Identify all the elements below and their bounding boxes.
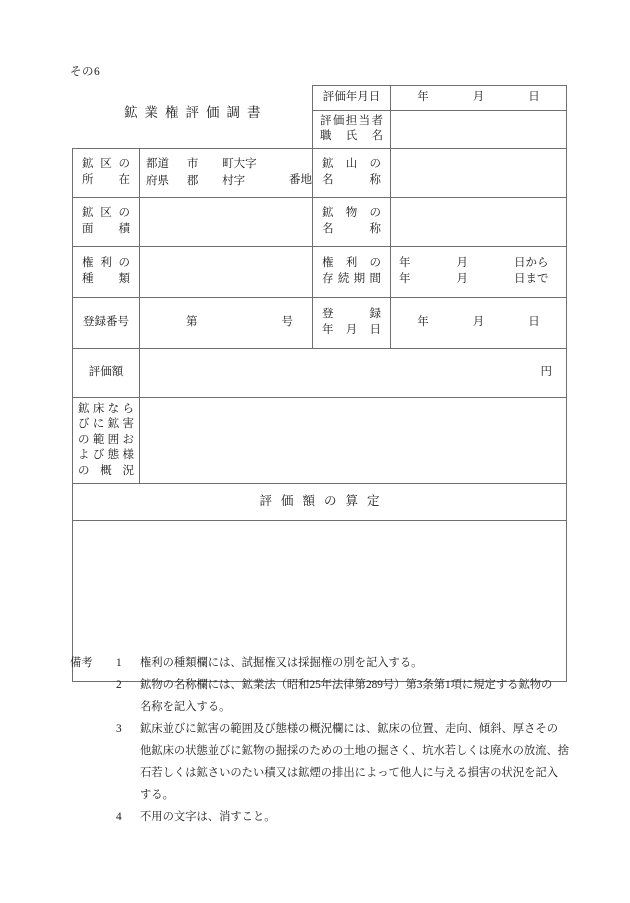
reg-date-year: 年 [417,315,429,328]
deposit-outline-label-line4: よび態様 [78,449,134,462]
location-label-line1: 鉱区の [82,158,130,171]
location-label-line2: 所在 [82,173,130,186]
reg-date-value [399,315,558,331]
remark-3-line-3: 石若しくは鉱さいのたい積又は鉱煙の排出によって他人に与える損害の状況を記入 [140,767,558,780]
deposit-outline-label-line1: 鉱床なら [78,402,134,415]
duration-from [399,256,558,272]
reg-number-value-cell[interactable] [140,297,313,348]
area-label-cell [73,197,140,246]
reg-date-label-cell [313,297,391,348]
remarks-section [70,652,582,828]
location-shi: 市 [186,157,199,170]
remark-3-line-1: 鉱床並びに鉱害の範囲及び態様の概況欄には、鉱床の位置、走向、傾斜、厚さその [140,723,558,736]
eval-date-value [399,90,558,106]
table-row-right-type [73,246,567,297]
calculation-heading: 評価額の算定 [259,494,389,509]
valuation-unit: 円 [540,365,552,378]
mine-name-label-line1: 鉱山の [322,158,381,171]
mine-name-value-cell[interactable] [391,148,567,197]
remark-2-number: 2 [116,679,122,692]
reg-number-prefix: 第 [186,315,198,328]
area-label-line1: 鉱区の [82,207,130,220]
duration-to-day: 日まで [514,272,549,285]
officer-value-cell[interactable] [391,110,567,148]
duration-value-cell[interactable] [391,246,567,297]
form-number-label: その6 [70,66,101,78]
table-row-calculation-heading [73,484,567,521]
remark-1-line-1: 権利の種類欄には、試掘権又は採掘権の別を記入する。 [140,657,423,669]
eval-date-month: 月 [472,91,485,103]
location-town-group [222,156,289,189]
valuation-label-cell [73,348,140,397]
eval-date-label-cell [313,86,391,111]
remark-item-4 [70,806,582,828]
duration-label-line2: 存続期間 [322,272,381,285]
remark-1-number: 1 [116,657,122,669]
valuation-value-cell[interactable] [140,348,567,397]
area-label-line2: 面積 [82,222,130,235]
remarks-label: 備考 [70,657,93,669]
calculation-heading-cell [73,484,567,521]
remark-3-line-2: 他鉱床の状態並びに鉱物の掘採のための土地の掘さく、坑水若しくは廃水の放流、捨 [140,745,570,758]
remark-3-line-4: する。 [140,789,174,802]
mineral-name-label-line2: 名称 [322,222,381,235]
duration-to-month: 月 [456,272,468,285]
location-prefecture-group [146,156,187,189]
location-fuken: 府県 [146,174,169,187]
right-type-value-cell[interactable] [140,246,313,297]
eval-date-day: 日 [528,91,540,103]
duration-to [399,272,558,288]
area-value-cell[interactable] [140,197,313,246]
remark-item-3-cont3 [70,784,582,806]
reg-date-label-line1: 登録 [322,308,381,321]
duration-label-line1: 権利の [322,257,381,270]
remark-3-number: 3 [116,723,122,736]
remark-item-1 [70,652,582,674]
officer-label-line1: 評価担当者 [320,114,383,127]
remark-item-2-cont [70,696,582,718]
location-gun: 郡 [186,174,199,187]
eval-date-year: 年 [417,91,429,103]
reg-date-value-cell[interactable] [391,297,567,348]
mineral-name-value-cell[interactable] [391,197,567,246]
duration-to-year: 年 [399,272,411,285]
reg-date-day: 日 [528,315,540,328]
reg-number-value [148,316,293,328]
remark-2-line-1: 鉱物の名称欄には、鉱業法（昭和25年法律第289号）第3条第1項に規定する鉱物の [140,679,553,692]
eval-date-value-cell[interactable] [391,86,567,111]
deposit-outline-label-line3: の範囲お [78,433,134,446]
duration-from-year: 年 [399,257,411,270]
table-row-title-evaldate [73,86,567,111]
duration-label-cell [313,246,391,297]
remark-item-3-cont1 [70,740,582,762]
location-banchi: 番地 [289,173,312,186]
deposit-outline-label-line5: の概況 [78,464,134,477]
valuation-label: 評価額 [88,365,124,378]
location-machi-oaza: 町大字 [222,157,257,170]
remark-4-number: 4 [116,811,122,824]
deposit-outline-label-cell [73,397,140,484]
table-row-location [73,148,567,197]
reg-number-label-cell [73,297,140,348]
mine-name-label-line2: 名称 [322,173,381,186]
reg-number-label: 登録番号 [83,315,129,328]
table-row-deposit-outline [73,397,567,484]
remark-item-2 [70,674,582,696]
reg-number-suffix: 号 [281,315,293,328]
right-type-label-line1: 権利の [82,257,130,270]
location-label-cell [73,148,140,197]
table-row-valuation [73,348,567,397]
remark-item-3-cont2 [70,762,582,784]
mine-name-label-cell [313,148,391,197]
duration-from-month: 月 [456,257,468,270]
officer-label-line2: 職 氏 名 [320,130,383,143]
form-title-cell [73,86,313,149]
location-city-group [187,156,222,189]
location-value-cell[interactable] [140,148,313,197]
deposit-outline-value-cell[interactable] [140,397,567,484]
reg-date-label-line2: 年月日 [322,323,381,336]
deposit-outline-label-line2: びに鉱害 [78,418,134,431]
right-type-label-cell [73,246,140,297]
reg-date-month: 月 [472,315,485,328]
form-title: 鉱業権評価調書 [124,104,268,120]
table-row-registration [73,297,567,348]
mineral-name-label-cell [313,197,391,246]
remark-item-3 [70,718,582,740]
mining-right-valuation-table [72,85,567,682]
location-address-grid [140,154,312,191]
location-todou: 都道 [146,157,169,170]
remark-4-line-1: 不用の文字は、消すこと。 [140,811,276,824]
mineral-name-label-line1: 鉱物の [322,207,381,220]
table-row-area [73,197,567,246]
remark-2-line-2: 名称を記入する。 [140,701,231,714]
eval-date-label: 評価年月日 [322,91,381,103]
duration-from-day: 日から [514,257,549,270]
officer-label-cell [313,110,391,148]
location-mura-aza: 村字 [222,174,246,187]
right-type-label-line2: 種類 [82,272,130,285]
